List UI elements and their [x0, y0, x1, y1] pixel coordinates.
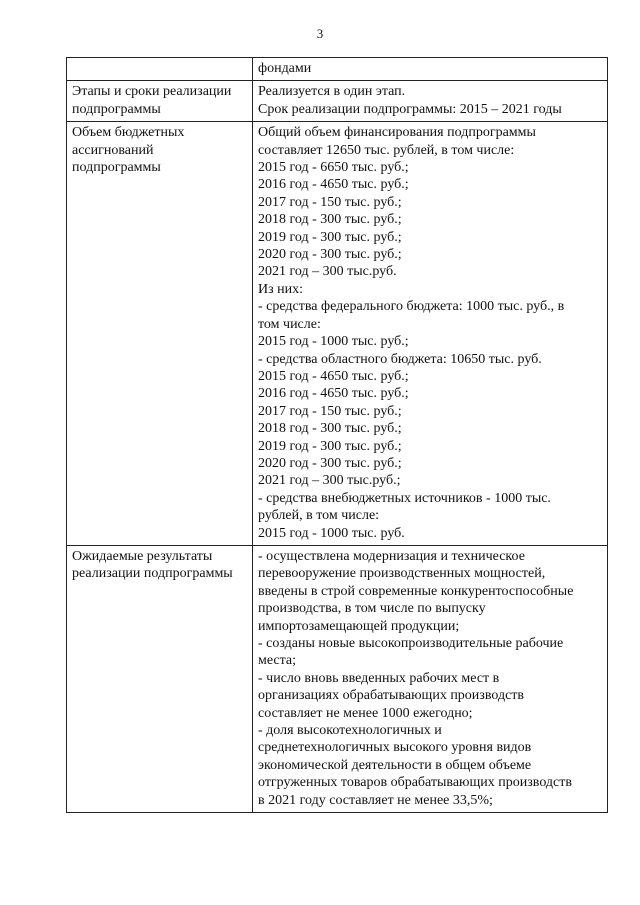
row-content-line: - осуществлена модернизация и техническое — [258, 548, 525, 564]
row-label-cell — [67, 58, 253, 81]
row-content-line: 2020 год - 300 тыс. руб.; — [258, 455, 402, 471]
row-label-line: Объем бюджетных — [72, 125, 185, 141]
row-content-line: - средства внебюджетных источников - 1000 тыс. — [258, 490, 551, 506]
row-content-line: отгруженных товаров обрабатывающих производств — [258, 775, 572, 791]
row-content-line: Общий объем финансирования подпрограммы — [258, 125, 536, 141]
row-content-line: перевооружение производственных мощностей, — [258, 566, 546, 582]
row-content-line: в 2021 году составляет не менее 33,5%; — [258, 792, 493, 808]
row-content-line: составляет 12650 тыс. рублей, в том числе: — [258, 142, 515, 158]
row-label-line: подпрограммы — [72, 160, 161, 176]
row-content-line: Реализуется в один этап. — [258, 84, 406, 100]
row-content-line: 2020 год - 300 тыс. руб.; — [258, 247, 402, 263]
row-label-line: Этапы и сроки реализации — [72, 84, 232, 100]
row-content-line: 2016 год - 4650 тыс. руб.; — [258, 177, 409, 193]
row-content-line: - средства федерального бюджета: 1000 тыс. руб., в — [258, 299, 565, 315]
row-content-line: 2018 год - 300 тыс. руб.; — [258, 212, 402, 228]
row-content-line: Срок реализации подпрограммы: 2015 – 2021 годы — [258, 101, 562, 117]
row-label-cell — [67, 545, 253, 812]
row-content-line: составляет не менее 1000 ежегодно; — [258, 705, 473, 721]
row-content-cell — [253, 81, 608, 122]
row-content-line: введены в строй современные конкурентоспособные — [258, 583, 574, 599]
row-content-line: 2015 год - 4650 тыс. руб.; — [258, 368, 409, 384]
row-content-cell — [253, 58, 608, 81]
row-label-cell — [67, 81, 253, 122]
row-content-line: места; — [258, 653, 297, 669]
table-row — [67, 545, 608, 812]
row-label-cell — [67, 122, 253, 546]
row-content-line: 2021 год – 300 тыс.руб.; — [258, 473, 401, 489]
row-content-line: рублей, в том числе: — [258, 508, 380, 524]
page-number: 3 — [316, 26, 324, 41]
row-content-line: 2019 год - 300 тыс. руб.; — [258, 438, 402, 454]
row-content-line: 2021 год – 300 тыс.руб. — [258, 264, 397, 280]
row-content-line: 2015 год - 1000 тыс. руб.; — [258, 334, 409, 350]
row-label-line: реализации подпрограммы — [72, 566, 233, 582]
row-label-line: Ожидаемые результаты — [72, 548, 213, 564]
row-content-line: организациях обрабатывающих производств — [258, 688, 525, 704]
row-content-cell — [253, 545, 608, 812]
row-content-line: 2019 год - 300 тыс. руб.; — [258, 229, 402, 245]
row-content-line: 2015 год - 1000 тыс. руб. — [258, 525, 405, 541]
row-content-line: 2018 год - 300 тыс. руб.; — [258, 421, 402, 437]
row-content-line: 2015 год - 6650 тыс. руб.; — [258, 160, 409, 176]
row-content-cell — [253, 122, 608, 546]
row-content-line: - средства областного бюджета: 10650 тыс. руб. — [258, 351, 542, 367]
row-content-line: импортозамещающей продукции; — [258, 618, 460, 634]
subprogram-passport-table — [66, 57, 608, 813]
row-content-line: производства, в том числе по выпуску — [258, 601, 486, 617]
row-label-line: подпрограммы — [72, 101, 161, 117]
row-content-line: среднетехнологичных высокого уровня видов — [258, 740, 532, 756]
row-content-line: 2016 год - 4650 тыс. руб.; — [258, 386, 409, 402]
row-content-line: - число вновь введенных рабочих мест в — [258, 670, 500, 686]
row-content-line: том числе: — [258, 316, 321, 332]
row-content-line: - доля высокотехнологичных и — [258, 723, 442, 739]
table-row — [67, 81, 608, 122]
row-label-line: ассигнований — [72, 142, 154, 158]
row-content-line: фондами — [258, 61, 312, 76]
row-content-line: 2017 год - 150 тыс. руб.; — [258, 194, 402, 210]
row-content-line: 2017 год - 150 тыс. руб.; — [258, 403, 402, 419]
row-content-line: - созданы новые высокопроизводительные рабочие — [258, 636, 564, 651]
row-content-line: экономической деятельности в общем объеме — [258, 757, 532, 773]
table-row — [67, 58, 608, 81]
row-content-line: Из них: — [258, 281, 304, 297]
table-row — [67, 122, 608, 546]
